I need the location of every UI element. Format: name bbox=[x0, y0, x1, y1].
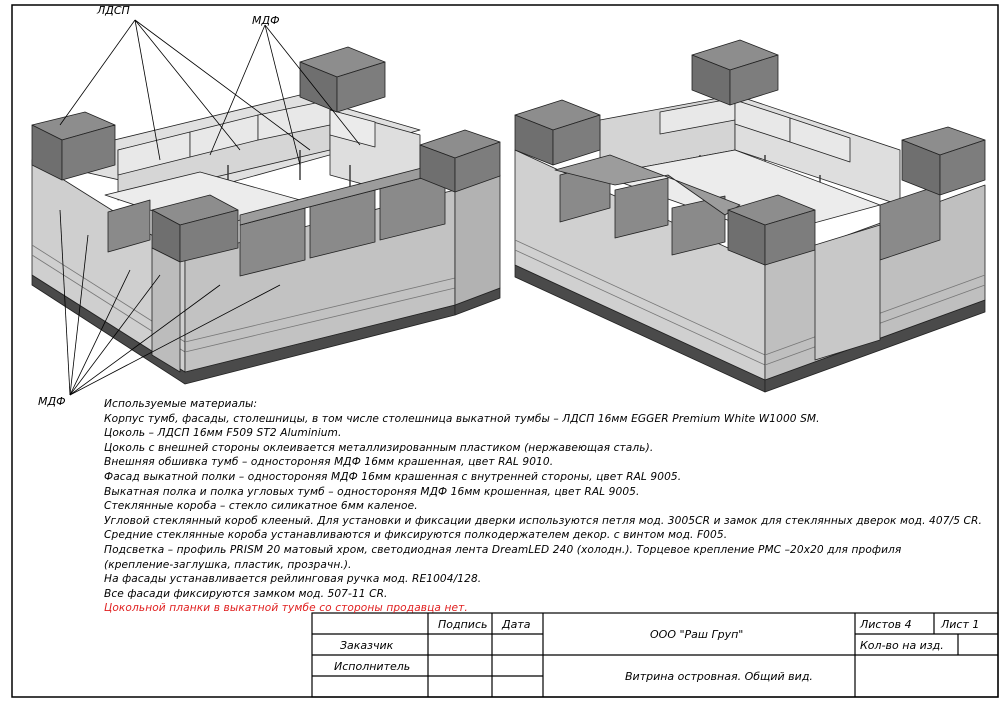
label-mdf-bottom: МДФ bbox=[38, 395, 66, 408]
title-col-signature: Подпись bbox=[438, 618, 488, 631]
showcase-view-right bbox=[515, 40, 985, 392]
notes-line: (крепление-заглушка, пластик, прозрачн.). bbox=[104, 558, 352, 571]
notes-line: На фасады устанавливается рейлинговая ручка мод. RE1004/128. bbox=[104, 573, 482, 586]
notes-line: Внешняя обшивка тумб – одностороняя МДФ 16мм крашенная, цвет RAL 9010. bbox=[104, 456, 554, 469]
title-qty-per-product: Кол-во на изд. bbox=[860, 639, 944, 652]
notes-line: Цоколь с внешней стороны оклеивается металлизированным пластиком (нержавеющая сталь). bbox=[104, 441, 654, 454]
title-sheet-number: Лист 1 bbox=[941, 618, 980, 631]
title-col-date: Дата bbox=[502, 618, 531, 631]
title-company: ООО "Раш Груп" bbox=[650, 628, 744, 641]
notes-line: Стеклянные короба – стекло силикатное 6мм каленое. bbox=[104, 500, 418, 513]
label-mdf-top: МДФ bbox=[252, 14, 280, 27]
notes-line: Средние стеклянные короба устанавливаются и фиксируются полкодержателем декор. с винтом мод. F005. bbox=[104, 529, 728, 542]
materials-notes bbox=[104, 397, 994, 616]
notes-line: Выкатная полка и полка угловых тумб – одностороняя МДФ 16мм крошенная, цвет RAL 9005. bbox=[104, 485, 640, 498]
notes-line: Используемые материалы: bbox=[104, 398, 258, 410]
title-row-customer: Заказчик bbox=[340, 639, 394, 652]
notes-line: Все фасади фиксируются замком мод. 507-11 CR. bbox=[104, 587, 388, 600]
title-drawing-name: Витрина островная. Общий вид. bbox=[625, 670, 813, 683]
notes-line: Угловой стеклянный короб клееный. Для установки и фиксации дверки используются петля мод. 3005CR и замок для стеклянных дверок мод. 407/5 CR. bbox=[104, 514, 982, 527]
notes-line: Корпус тумб, фасады, столешницы, в том числе столешница выкатной тумбы – ЛДСП 16мм EGGER Premium White W1000 SM. bbox=[104, 412, 820, 425]
notes-line: Цоколь – ЛДСП 16мм F509 ST2 Aluminium. bbox=[104, 427, 342, 440]
showcase-view-left bbox=[32, 47, 500, 384]
title-sheets-total: Листов 4 bbox=[860, 618, 912, 631]
notes-line: Подсветка – профиль PRISM 20 матовый хром, светодиодная лента DreamLED 240 (холодн.). Торцевое крепление PMC –20х20 для профиля bbox=[104, 543, 902, 556]
label-ldsp: ЛДСП bbox=[97, 4, 130, 17]
notes-line: Цокольной планки в выкатной тумбе со стороны продавца нет. bbox=[104, 602, 468, 615]
title-row-contractor: Исполнитель bbox=[334, 660, 411, 673]
notes-line: Фасад выкатной полки – одностороняя МДФ 16мм крашенная с внутренней стороны, цвет RAL 9005. bbox=[104, 470, 682, 483]
